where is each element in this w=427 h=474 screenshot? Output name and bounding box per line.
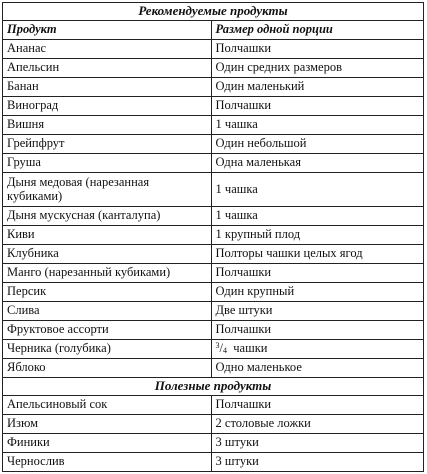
product-cell: Черника (голубика) bbox=[3, 340, 212, 359]
product-cell: Персик bbox=[3, 283, 212, 302]
column-header-row bbox=[3, 21, 424, 40]
product-cell: Слива bbox=[3, 302, 212, 321]
portion-cell: 1 чашка bbox=[211, 207, 423, 226]
fruit-portion-table bbox=[2, 2, 424, 472]
portion-cell: Один небольшой bbox=[211, 135, 423, 154]
section-title: Рекомендуемые продукты bbox=[3, 3, 424, 21]
table-row bbox=[3, 359, 424, 378]
product-cell: Изюм bbox=[3, 415, 212, 434]
table-row bbox=[3, 321, 424, 340]
table-row bbox=[3, 116, 424, 135]
product-cell: Клубника bbox=[3, 245, 212, 264]
column-header-portion: Размер одной порции bbox=[211, 21, 423, 40]
table-row bbox=[3, 302, 424, 321]
portion-cell bbox=[211, 340, 423, 359]
table-row bbox=[3, 135, 424, 154]
section-header-useful bbox=[3, 378, 424, 396]
section-title: Полезные продукты bbox=[3, 378, 424, 396]
fraction-denominator: 4 bbox=[223, 346, 228, 356]
section-header-recommended bbox=[3, 3, 424, 21]
table-row bbox=[3, 396, 424, 415]
fraction: $^3/_4$ bbox=[215, 341, 228, 356]
portion-cell: Полчашки bbox=[211, 396, 423, 415]
table-row bbox=[3, 154, 424, 173]
portion-cell: 1 чашка bbox=[211, 116, 423, 135]
table-row bbox=[3, 173, 424, 207]
product-cell: Ананас bbox=[3, 40, 212, 59]
column-header-product: Продукт bbox=[3, 21, 212, 40]
portion-cell: 3 штуки bbox=[211, 434, 423, 453]
product-cell: Чернослив bbox=[3, 453, 212, 472]
portion-cell: 3 штуки bbox=[211, 453, 423, 472]
product-cell: Апельсин bbox=[3, 59, 212, 78]
portion-cell: Одна маленькая bbox=[211, 154, 423, 173]
portion-cell: 1 чашка bbox=[211, 173, 423, 207]
portion-cell: Полчашки bbox=[211, 321, 423, 340]
product-cell: Банан bbox=[3, 78, 212, 97]
product-cell: Виноград bbox=[3, 97, 212, 116]
product-cell: Вишня bbox=[3, 116, 212, 135]
table-row bbox=[3, 434, 424, 453]
product-cell: Киви bbox=[3, 226, 212, 245]
product-cell: Фруктовое ассорти bbox=[3, 321, 212, 340]
product-cell: Дыня мускусная (канталупа) bbox=[3, 207, 212, 226]
table-row bbox=[3, 264, 424, 283]
product-cell: Апельсиновый сок bbox=[3, 396, 212, 415]
product-cell: Груша bbox=[3, 154, 212, 173]
table-row bbox=[3, 40, 424, 59]
table-row bbox=[3, 78, 424, 97]
product-cell: Финики bbox=[3, 434, 212, 453]
table-row bbox=[3, 415, 424, 434]
portion-cell: Полторы чашки целых ягод bbox=[211, 245, 423, 264]
table-row bbox=[3, 245, 424, 264]
portion-cell: Полчашки bbox=[211, 97, 423, 116]
product-cell: Дыня медовая (нарезанная кубиками) bbox=[3, 173, 212, 207]
portion-cell: Полчашки bbox=[211, 40, 423, 59]
portion-cell: Один маленький bbox=[211, 78, 423, 97]
portion-cell: Одно маленькое bbox=[211, 359, 423, 378]
table-row bbox=[3, 283, 424, 302]
portion-cell: 1 крупный плод bbox=[211, 226, 423, 245]
product-cell: Грейпфрут bbox=[3, 135, 212, 154]
table-row bbox=[3, 59, 424, 78]
portion-cell: 2 столовые ложки bbox=[211, 415, 423, 434]
portion-cell: Две штуки bbox=[211, 302, 423, 321]
table-row bbox=[3, 226, 424, 245]
portion-unit: чашки bbox=[233, 341, 268, 356]
table-row bbox=[3, 207, 424, 226]
portion-cell: Полчашки bbox=[211, 264, 423, 283]
portion-cell: Один средних размеров bbox=[211, 59, 423, 78]
portion-cell: Один крупный bbox=[211, 283, 423, 302]
product-cell: Манго (нарезанный кубиками) bbox=[3, 264, 212, 283]
table-row bbox=[3, 453, 424, 472]
table-row bbox=[3, 97, 424, 116]
table-row bbox=[3, 340, 424, 359]
fraction-numerator: 3 bbox=[215, 341, 220, 351]
product-cell: Яблоко bbox=[3, 359, 212, 378]
